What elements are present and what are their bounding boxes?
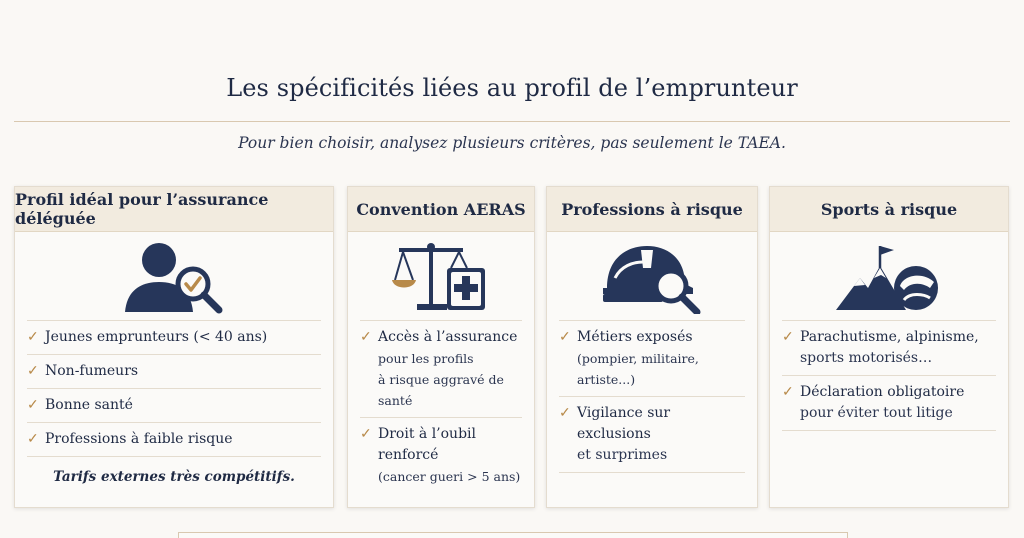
list-item: ✓ Parachutisme, alpinisme, sports motorisés… (782, 320, 996, 375)
check-icon: ✓ (360, 426, 372, 442)
list-item: ✓ Bonne santé (27, 388, 321, 422)
list-item: ✓ Non-fumeurs (27, 354, 321, 388)
divider (14, 121, 1010, 122)
card-convention-aeras (347, 186, 535, 508)
page-title: Les spécificités liées au profil de l’emprunteur (226, 74, 798, 102)
card-note: Tarifs externes très compétitifs. (27, 456, 321, 485)
list-item: ✓ Déclaration obligatoire pour éviter tout litige (782, 375, 996, 430)
bottom-panel-edge (178, 532, 848, 538)
check-icon: ✓ (559, 329, 571, 345)
card-list (770, 320, 1008, 431)
list-item: ✓ Droit à l’oubil renforcé (cancer gueri > 5 ans) (360, 417, 522, 493)
check-icon: ✓ (782, 384, 794, 400)
check-icon: ✓ (27, 363, 39, 379)
person-magnifier-icon (15, 232, 333, 320)
check-icon: ✓ (27, 329, 39, 345)
card-list (547, 320, 757, 473)
helmet-magnifier-icon (547, 232, 757, 320)
mountain-helmet-icon (770, 232, 1008, 320)
list-item: ✓ Métiers exposés (pompier, militaire, artiste...) (559, 320, 745, 396)
page-subtitle: Pour bien choisir, analysez plusieurs critères, pas seulement le TAEA. (238, 134, 786, 152)
check-icon: ✓ (360, 329, 372, 345)
card-profil-ideal (14, 186, 334, 508)
check-icon: ✓ (27, 431, 39, 447)
card-sports-risque (769, 186, 1009, 508)
card-professions-risque (546, 186, 758, 508)
list-item: ✓ Jeunes emprunteurs (< 40 ans) (27, 320, 321, 354)
check-icon: ✓ (559, 405, 571, 421)
list-item: ✓ Vigilance sur exclusions et surprimes (559, 396, 745, 472)
list-item: ✓ Accès à l’assurance pour les profils à risque aggravé de santé (360, 320, 522, 417)
list-item: ✓ Professions à faible risque (27, 422, 321, 456)
card-title: Profil idéal pour l’assurance déléguée (15, 187, 333, 232)
card-title: Convention AERAS (348, 187, 534, 232)
list-divider (782, 430, 996, 431)
check-icon: ✓ (782, 329, 794, 345)
card-list (15, 320, 333, 485)
list-divider (559, 472, 745, 473)
card-title: Professions à risque (547, 187, 757, 232)
check-icon: ✓ (27, 397, 39, 413)
scales-medical-icon (348, 232, 534, 320)
card-list (348, 320, 534, 493)
card-title: Sports à risque (770, 187, 1008, 232)
